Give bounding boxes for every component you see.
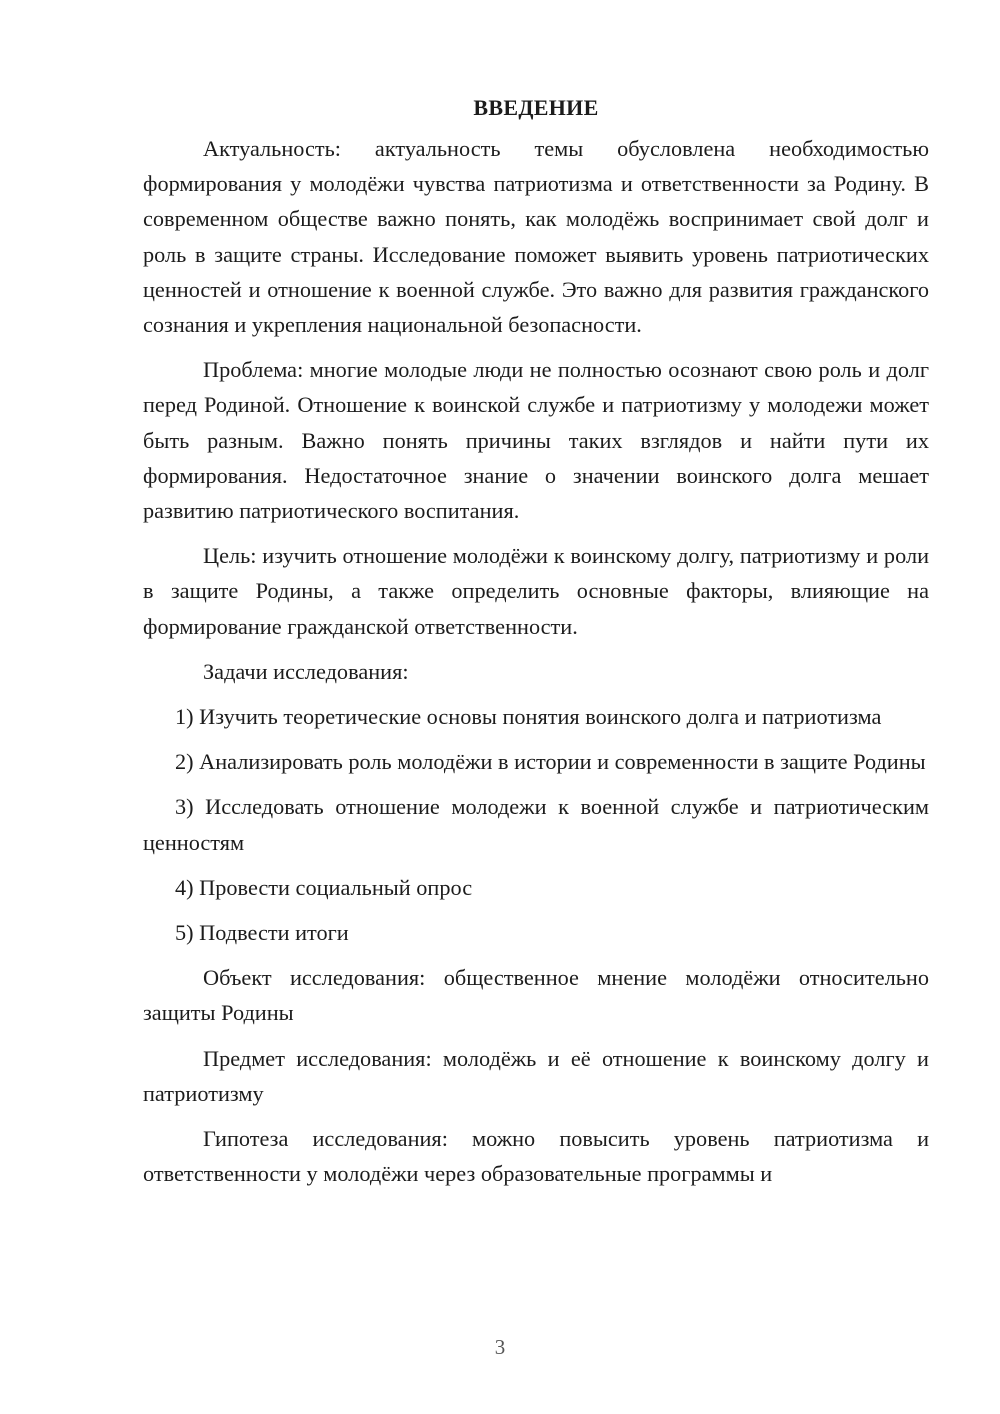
page-number: 3: [494, 1335, 506, 1359]
task-item-3: 3) Исследовать отношение молодежи к военной службе и патриотическим ценностям: [143, 794, 929, 855]
task-item-2: 2) Анализировать роль молодёжи в истории и современности в защите Родины: [175, 749, 926, 775]
object-paragraph: Объект исследования: общественное мнение молодёжи относительно защиты Родины: [143, 965, 929, 1026]
hypothesis-paragraph: Гипотеза исследования: можно повысить уровень патриотизма и ответственности у молодёжи через образовательные программы и: [143, 1126, 929, 1187]
subject-paragraph: Предмет исследования: молодёжь и её отношение к воинскому долгу и патриотизму: [143, 1045, 929, 1106]
relevance-paragraph: Актуальность: актуальность темы обусловлена необходимостью формирования у молодёжи чувства патриотизма и ответственности за Родину. В современном обществе важно понять, как молодёжь воспринимает свой долг и роль в защите страны. Исследование поможет выявить уровень патриотических ценностей и отношение к военной службе. Это важно для развития гражданского сознания и укрепления национальной безопасности.: [143, 136, 929, 338]
task-item-1: 1) Изучить теоретические основы понятия воинского долга и патриотизма: [175, 704, 882, 730]
document-page: [143, 93, 929, 1191]
goal-paragraph: Цель: изучить отношение молодёжи к воинскому долгу, патриотизму и роли в защите Родины, а также определить основные факторы, влияющие на формирование гражданской ответственности.: [143, 543, 929, 639]
page-title: ВВЕДЕНИЕ: [473, 95, 599, 120]
task-item-5: 5) Подвести итоги: [175, 920, 349, 946]
task-item-4: 4) Провести социальный опрос: [175, 874, 473, 900]
problem-paragraph: Проблема: многие молодые люди не полностью осознают свою роль и долг перед Родиной. Отношение к воинской службе и патриотизму у молодежи может быть разным. Важно понять причины таких взглядов и найти пути их формирования. Недостаточное знание о значении воинского долга мешает развитию патриотического воспитания.: [143, 357, 929, 524]
tasks-heading: Задачи исследования:: [203, 658, 409, 684]
